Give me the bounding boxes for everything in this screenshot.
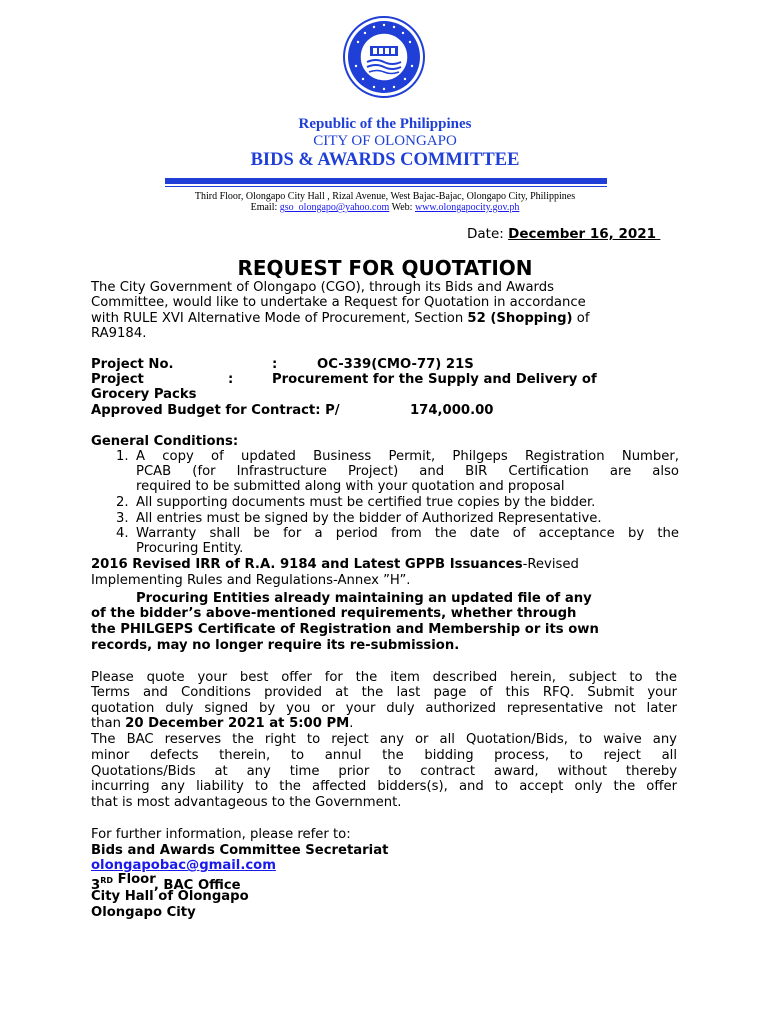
- irr-line-1: [91, 557, 579, 573]
- notice-line-1: Procuring Entities already maintaining an updated file of any: [136, 591, 592, 606]
- abc-label: Approved Budget for Contract: P/: [91, 403, 340, 418]
- condition-2-num: 2.: [116, 495, 129, 510]
- condition-2-line-1: All supporting documents must be certified true copies by the bidder.: [136, 495, 596, 510]
- floor-number: 3: [91, 878, 101, 893]
- web-link[interactable]: www.olongapocity.gov.ph: [414, 202, 520, 213]
- contact-intro: For further information, please refer to:: [91, 827, 351, 842]
- quote-line-3: quotation duly signed by you or your duly authorized representative not later: [91, 701, 677, 716]
- condition-4-line-1: Warranty shall be for a period from the date of acceptance by the: [136, 526, 679, 541]
- quote-line-1: Please quote your best offer for the item described herein, subject to the: [91, 670, 677, 685]
- document-title: REQUEST FOR QUOTATION: [237, 256, 533, 280]
- intro-line-3: [91, 311, 589, 327]
- irr-title: 2016 Revised IRR of R.A. 9184 and Latest GPPB Issuances: [91, 557, 523, 572]
- date-value: December 16, 2021: [508, 226, 657, 242]
- project-no-label: Project No.: [91, 357, 174, 372]
- deadline: 20 December 2021 at 5:00 PM: [125, 716, 350, 731]
- office-name: , BAC Office: [153, 878, 241, 893]
- quote-text: than: [91, 716, 126, 731]
- quote-line-4: [91, 716, 353, 732]
- section-ref: 52 (Shopping): [467, 311, 573, 326]
- web-label: Web:: [391, 202, 413, 213]
- quote-line-2: Terms and Conditions provided at the last page of this RFQ. Submit your: [91, 685, 677, 700]
- floor-superscript: RD: [100, 876, 113, 885]
- condition-3-num: 3.: [116, 511, 129, 526]
- condition-1-num: 1.: [116, 449, 129, 464]
- abc-value: 174,000.00: [410, 403, 494, 418]
- secretariat-email-link[interactable]: olongapobac@gmail.com: [91, 858, 276, 873]
- committee-heading: BIDS & AWARDS COMMITTEE: [250, 150, 520, 170]
- project-value-line-1: Procurement for the Supply and Delivery of: [272, 372, 597, 387]
- condition-1-line-3: required to be submitted along with your quotation and proposal: [136, 479, 565, 494]
- city-heading: CITY OF OLONGAPO: [313, 133, 457, 149]
- condition-1-line-2: PCAB (for Infrastructure Project) and BIR Certification are also: [136, 464, 679, 479]
- reserve-line-3: Quotations/Bids at any time prior to contract award, without thereby: [91, 764, 677, 779]
- irr-rest: -Revised: [522, 557, 579, 572]
- quote-period: .: [349, 716, 354, 731]
- header-rule: [165, 178, 607, 184]
- intro-line-2: Committee, would like to undertake a Request for Quotation in accordance: [91, 295, 586, 310]
- email-label: Email:: [250, 202, 278, 213]
- notice-line-2: of the bidder’s above-mentioned requirements, whether through: [91, 606, 577, 621]
- intro-text: with RULE XVI Alternative Mode of Procurement, Section: [91, 311, 468, 326]
- date-label: Date:: [467, 226, 504, 242]
- project-value-line-2: Grocery Packs: [91, 387, 197, 402]
- notice-line-4: records, may no longer require its re-submission.: [91, 638, 460, 653]
- reserve-line-1: The BAC reserves the right to reject any or all Quotation/Bids, to waive any: [91, 732, 677, 747]
- secretariat-name: Bids and Awards Committee Secretariat: [91, 843, 389, 858]
- reserve-line-2: minor defects therein, to annul the bidding process, to reject all: [91, 748, 677, 763]
- floor-word: Floor: [117, 872, 154, 887]
- condition-1-line-1: A copy of updated Business Permit, Philgeps Registration Number,: [136, 449, 679, 464]
- email-link[interactable]: gso_olongapo@yahoo.com: [279, 202, 390, 213]
- conditions-heading: General Conditions:: [91, 434, 239, 449]
- condition-4-line-2: Procuring Entity.: [136, 541, 244, 556]
- city-line: Olongapo City: [91, 905, 196, 920]
- city-seal-logo: [343, 16, 425, 98]
- address-line: Third Floor, Olongapo City Hall , Rizal Avenue, West Bajac-Bajac, Olongapo City, Philippines: [194, 191, 576, 202]
- city-hall-line: City Hall of Olongapo: [91, 889, 249, 904]
- reserve-line-5: that is most advantageous to the Government.: [91, 795, 402, 810]
- reserve-line-4: incurring any liability to the affected bidders(s), and to accept only the offer: [91, 779, 677, 794]
- project-label: Project: [91, 372, 144, 387]
- project-no-value: OC-339(CMO-77) 21S: [317, 357, 474, 372]
- notice-line-3: the PHILGEPS Certificate of Registration and Membership or its own: [91, 622, 599, 637]
- republic-heading: Republic of the Philippines: [298, 116, 472, 132]
- header-rule-thin: [165, 186, 607, 187]
- date-line: [467, 227, 660, 243]
- project-colon: :: [228, 372, 234, 387]
- contact-line: [0, 202, 770, 213]
- condition-3-line-1: All entries must be signed by the bidder of Authorized Representative.: [136, 511, 602, 526]
- project-no-colon: :: [272, 357, 278, 372]
- irr-line-2: Implementing Rules and Regulations-Annex ”H”.: [91, 573, 411, 588]
- condition-4-num: 4.: [116, 526, 129, 541]
- intro-line-1: The City Government of Olongapo (CGO), through its Bids and Awards: [91, 280, 554, 295]
- intro-text-end: of: [572, 311, 590, 326]
- intro-line-4: RA9184.: [91, 326, 147, 341]
